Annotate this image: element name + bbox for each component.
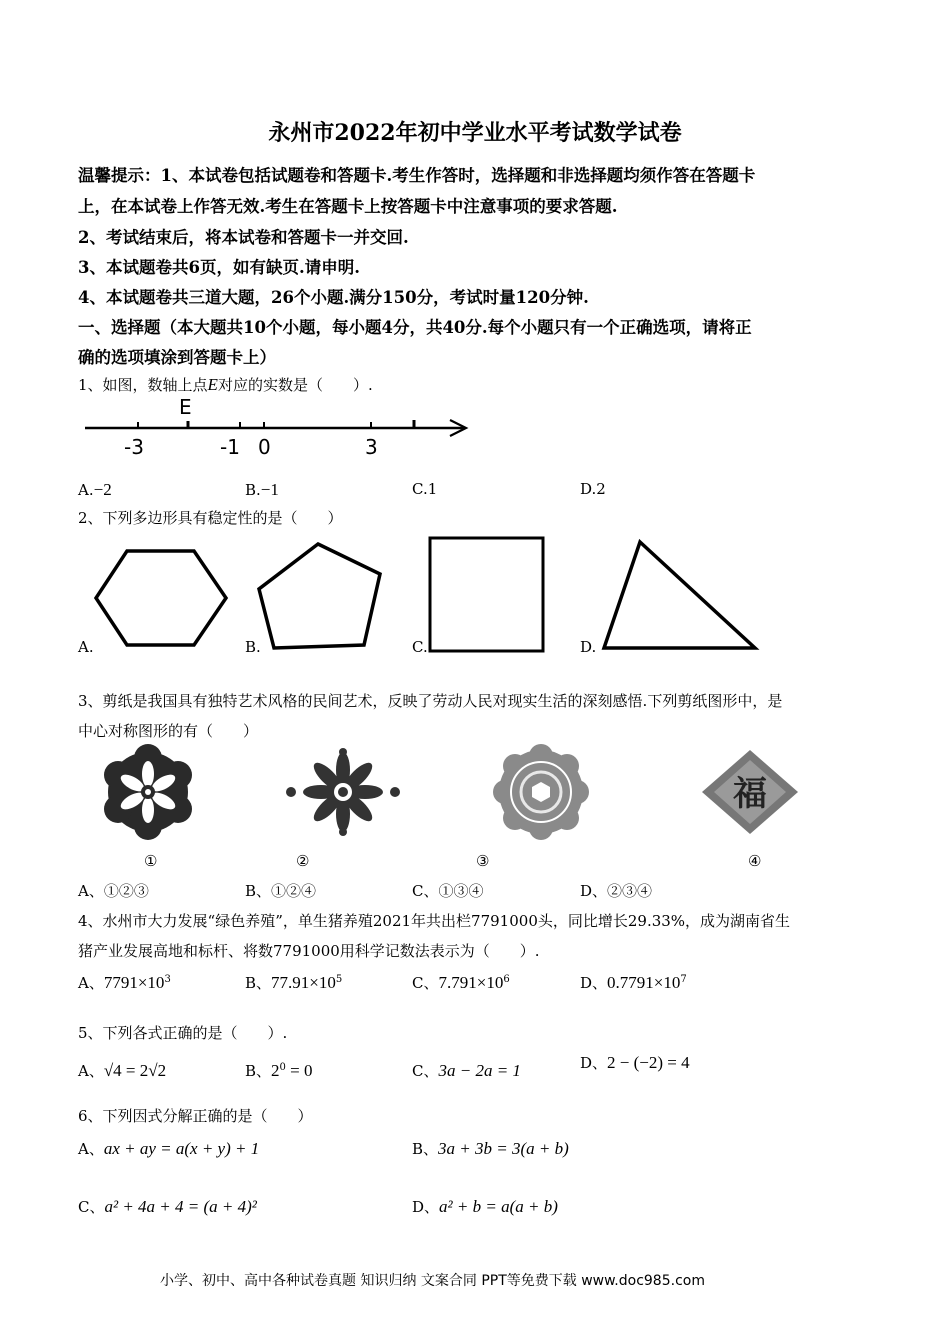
q3-option-a: A、①②③ [78, 882, 149, 900]
q6-stem: 6、下列因式分解正确的是（ ） [78, 1107, 313, 1125]
q6-option-c-expr: a² + 4a + 4 = (a + 4)² [104, 1197, 257, 1216]
q1-option-a [78, 480, 112, 500]
notice-line-5: 4、本试题卷共三道大题，26个小题.满分150分，考试时量120分钟. [78, 288, 589, 307]
q6-option-b [412, 1138, 569, 1159]
q4-option-b-letter: B、 [245, 974, 272, 992]
q6-option-a [78, 1138, 259, 1159]
q4-option-c-letter: C、 [412, 974, 439, 992]
q5-option-b-exp: 0 [279, 1062, 286, 1073]
q4-stem-line-2: 猪产业发展高地和标杆、将数7791000用科学记数法表示为（ ）. [78, 942, 540, 960]
square-figure [428, 536, 546, 654]
q1-option-d: D.2 [580, 480, 606, 498]
axis-point-label: E [179, 395, 192, 419]
q4-option-c-exp: 6 [503, 974, 510, 985]
q4-option-b [245, 972, 342, 993]
q5-option-c-expr: 3a − 2a = 1 [438, 1061, 521, 1080]
notice-line-3: 2、考试结束后，将本试卷和答题卡一并交回. [78, 228, 409, 247]
axis-tick-label-1: -3 [124, 435, 144, 459]
q5-option-c [412, 1060, 521, 1081]
q6-option-b-expr: 3a + 3b = 3(a + b) [438, 1139, 569, 1158]
section-heading-line-2: 确的选项填涂到答题卡上） [78, 348, 276, 367]
q5-stem: 5、下列各式正确的是（ ）. [78, 1024, 288, 1042]
q3-option-c: C、①③④ [412, 882, 484, 900]
q5-option-a-letter: A、 [78, 1062, 104, 1080]
notice-line-2: 上，在本试卷上作答无效.考生在答题卡上按答题卡中注意事项的要求答题. [78, 197, 618, 216]
q3-label-2: ② [296, 852, 310, 870]
q4-option-a-base: 7791×10 [103, 973, 165, 992]
q5-option-a-expr: √4 = 2√2 [103, 1061, 167, 1080]
q1-stem-a: 1、如图，数轴上点 [78, 376, 208, 394]
q5-option-d-expr: 2 − (−2) = 4 [607, 1053, 690, 1072]
axis-tick-label-2: -1 [220, 435, 240, 459]
q3-stem-line-1: 3、剪纸是我国具有独特艺术风格的民间艺术，反映了劳动人民对现实生活的深刻感悟.下列剪纸图形中，是 [78, 692, 783, 710]
q6-option-d-expr: a² + b = a(a + b) [439, 1197, 558, 1216]
q1-option-a-letter: A. [78, 481, 94, 499]
q2-option-c: C. [412, 638, 428, 656]
q6-option-c-letter: C、 [78, 1198, 105, 1216]
q5-option-d [580, 1052, 690, 1073]
q4-option-a-exp: 3 [164, 974, 171, 985]
axis-tick-label-4: 3 [365, 435, 378, 459]
q3-label-1: ① [144, 852, 158, 870]
number-line-figure [80, 392, 480, 462]
q2-option-d: D. [580, 638, 597, 656]
papercut-flower-3 [485, 748, 597, 836]
q1-option-b [245, 480, 279, 500]
q5-option-b-rest: = 0 [285, 1061, 313, 1080]
q5-option-b-letter: B、 [245, 1062, 272, 1080]
q1-option-b-value: −1 [260, 480, 279, 499]
papercut-flower-1 [85, 748, 211, 836]
pentagon-figure [256, 542, 386, 652]
q5-option-d-letter: D、 [580, 1054, 608, 1072]
q4-option-b-base: 77.91×10 [271, 973, 336, 992]
q3-option-d: D、②③④ [580, 882, 653, 900]
q5-option-b [245, 1060, 313, 1081]
fu-character: 福 [733, 774, 767, 814]
q5-option-a [78, 1060, 166, 1081]
q6-option-d-letter: D、 [412, 1198, 440, 1216]
q1-option-c: C.1 [412, 480, 438, 498]
q4-option-d [580, 972, 687, 993]
page-footer[interactable]: 小学、初中、高中各种试卷真题 知识归纳 文案合同 PPT等免费下载 www.doc985.com [160, 1273, 705, 1289]
q1-option-a-value: −2 [93, 480, 112, 499]
q6-option-a-expr: ax + ay = a(x + y) + 1 [103, 1139, 260, 1158]
q3-option-b: B、①②④ [245, 882, 317, 900]
q4-option-c [412, 972, 510, 993]
q5-option-b-base: 2 [271, 1061, 280, 1080]
section-heading-line-1: 一、选择题（本大题共10个小题，每小题4分，共40分.每个小题只有一个正确选项，请将正 [78, 318, 752, 337]
hexagon-figure [94, 548, 229, 648]
q4-option-c-base: 7.791×10 [438, 973, 504, 992]
q4-option-d-letter: D、 [580, 974, 608, 992]
q1-point-e: E [207, 375, 218, 394]
paper-title: 永州市2022年初中学业水平考试数学试卷 [268, 120, 682, 146]
q3-stem-line-2: 中心对称图形的有（ ） [78, 722, 259, 740]
q4-option-a [78, 972, 171, 993]
papercut-flower-2 [285, 748, 403, 836]
q4-option-b-exp: 5 [335, 974, 343, 985]
q6-option-d [412, 1196, 558, 1217]
q1-stem-b: 对应的实数是（ ）. [217, 376, 373, 394]
q3-label-3: ③ [476, 852, 490, 870]
q1-option-b-letter: B. [245, 481, 261, 499]
q6-option-a-letter: A、 [78, 1140, 104, 1158]
q6-option-c [78, 1196, 257, 1217]
axis-tick-label-3: 0 [258, 435, 271, 459]
triangle-figure [600, 538, 760, 653]
papercut-fu-diamond [700, 748, 800, 836]
q4-option-d-base: 0.7791×10 [607, 973, 681, 992]
q4-option-a-letter: A、 [78, 974, 104, 992]
notice-line-1: 温馨提示：1、本试卷包括试题卷和答题卡.考生作答时，选择题和非选择题均须作答在答题卡 [78, 166, 756, 185]
q4-stem-line-1: 4、水州市大力发展“绿色养殖”，单生猪养殖2021年共出栏7791000头，同比增长29.33%，成为湖南省生 [78, 912, 791, 930]
q6-option-b-letter: B、 [412, 1140, 439, 1158]
q2-option-a: A. [78, 638, 94, 656]
q2-option-b: B. [245, 638, 261, 656]
q2-stem: 2、下列多边形具有稳定性的是（ ） [78, 509, 343, 527]
q4-option-d-exp: 7 [680, 974, 687, 985]
notice-line-4: 3、本试题卷共6页，如有缺页.请申明. [78, 258, 360, 277]
q5-option-c-letter: C、 [412, 1062, 439, 1080]
q3-label-4: ④ [748, 852, 762, 870]
